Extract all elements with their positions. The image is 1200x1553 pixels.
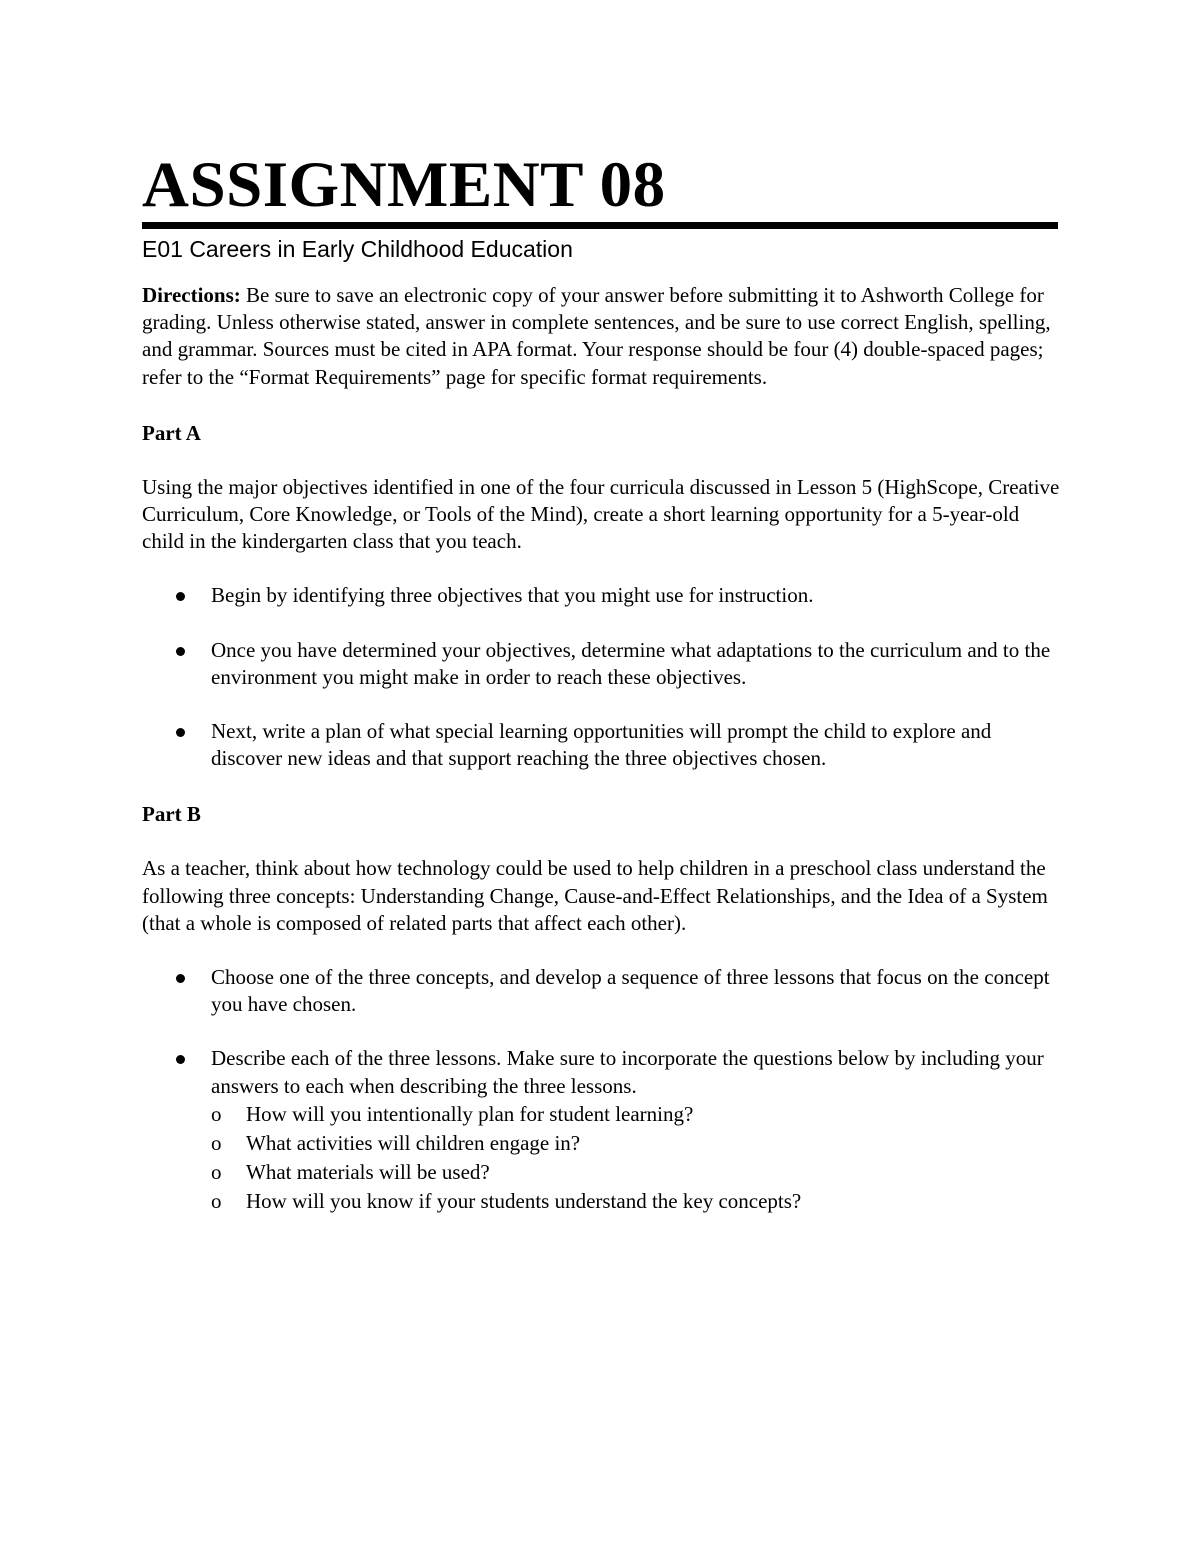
list-item-text: Begin by identifying three objectives that you might use for instruction. [211,583,814,608]
sub-list-item-text: What activities will children engage in? [246,1130,581,1155]
directions-paragraph [142,282,1060,391]
circle-bullet-icon: o [211,1130,222,1155]
bullet-icon [176,592,185,601]
assignment-title: ASSIGNMENT 08 [142,149,666,221]
sub-list-item-text: What materials will be used? [246,1159,490,1184]
bullet-icon [176,974,185,983]
list-item-text: Choose one of the three concepts, and develop a sequence of three lessons that focus on the concept you have chosen. [211,965,1050,1017]
document-page [142,150,1060,1216]
part-a-intro: Using the major objectives identified in one of the four curricula discussed in Lesson 5 (HighScope, Creative Curriculum, Core Knowledge, or Tools of the Mind), create a short learning opportunity for a 5-year-old child in the kindergarten class that you teach. [142,474,1060,554]
list-item-text: Once you have determined your objectives, determine what adaptations to the curriculum and to the environment you might make in order to reach these objectives. [211,637,1051,689]
part-a-heading: Part A [142,420,201,445]
list-item-text: Describe each of the three lessons. Make sure to incorporate the questions below by including your answers to each when describing the three lessons. [211,1046,1044,1098]
circle-bullet-icon: o [211,1101,222,1126]
list-item-text: Next, write a plan of what special learning opportunities will prompt the child to explore and discover new ideas and that support reaching the three objectives chosen. [211,719,992,771]
part-b-intro: As a teacher, think about how technology could be used to help children in a preschool class understand the following three concepts: Understanding Change, Cause-and-Effect Relationships, and the Idea of a System (that a whole is composed of related parts that affect each other). [142,856,1048,935]
bullet-icon [176,728,185,737]
list-item [142,637,1060,691]
circle-bullet-icon: o [211,1188,222,1213]
title-underline-rule [142,222,1058,229]
directions-text: Be sure to save an electronic copy of your answer before submitting it to Ashworth College for grading. Unless otherwise stated, answer in complete sentences, and be sure to use correct English, spelling, and grammar. Sources must be cited in APA format. Your response should be four (4) double-spaced pages; refer to the “Format Requirements” page for specific format requirements. [142,283,1051,389]
sub-list-item [211,1158,1060,1187]
directions-label: Directions: [142,283,241,307]
sub-list-item-text: How will you know if your students understand the key concepts? [246,1188,802,1213]
list-item [142,1045,1060,1215]
part-b-bullet-list [142,964,1060,1216]
circle-bullet-icon: o [211,1159,222,1184]
sub-list-item-text: How will you intentionally plan for student learning? [246,1101,694,1126]
part-a-bullet-list [142,582,1060,772]
list-item [142,582,1060,609]
sub-list-item [211,1100,1060,1129]
question-sub-list [211,1100,1060,1216]
list-item [142,964,1060,1018]
bullet-icon [176,647,185,656]
sub-list-item [211,1129,1060,1158]
bullet-icon [176,1055,185,1064]
sub-list-item [211,1187,1060,1216]
list-item [142,718,1060,772]
course-subtitle: E01 Careers in Early Childhood Education [142,236,573,262]
part-b-heading: Part B [142,802,201,827]
